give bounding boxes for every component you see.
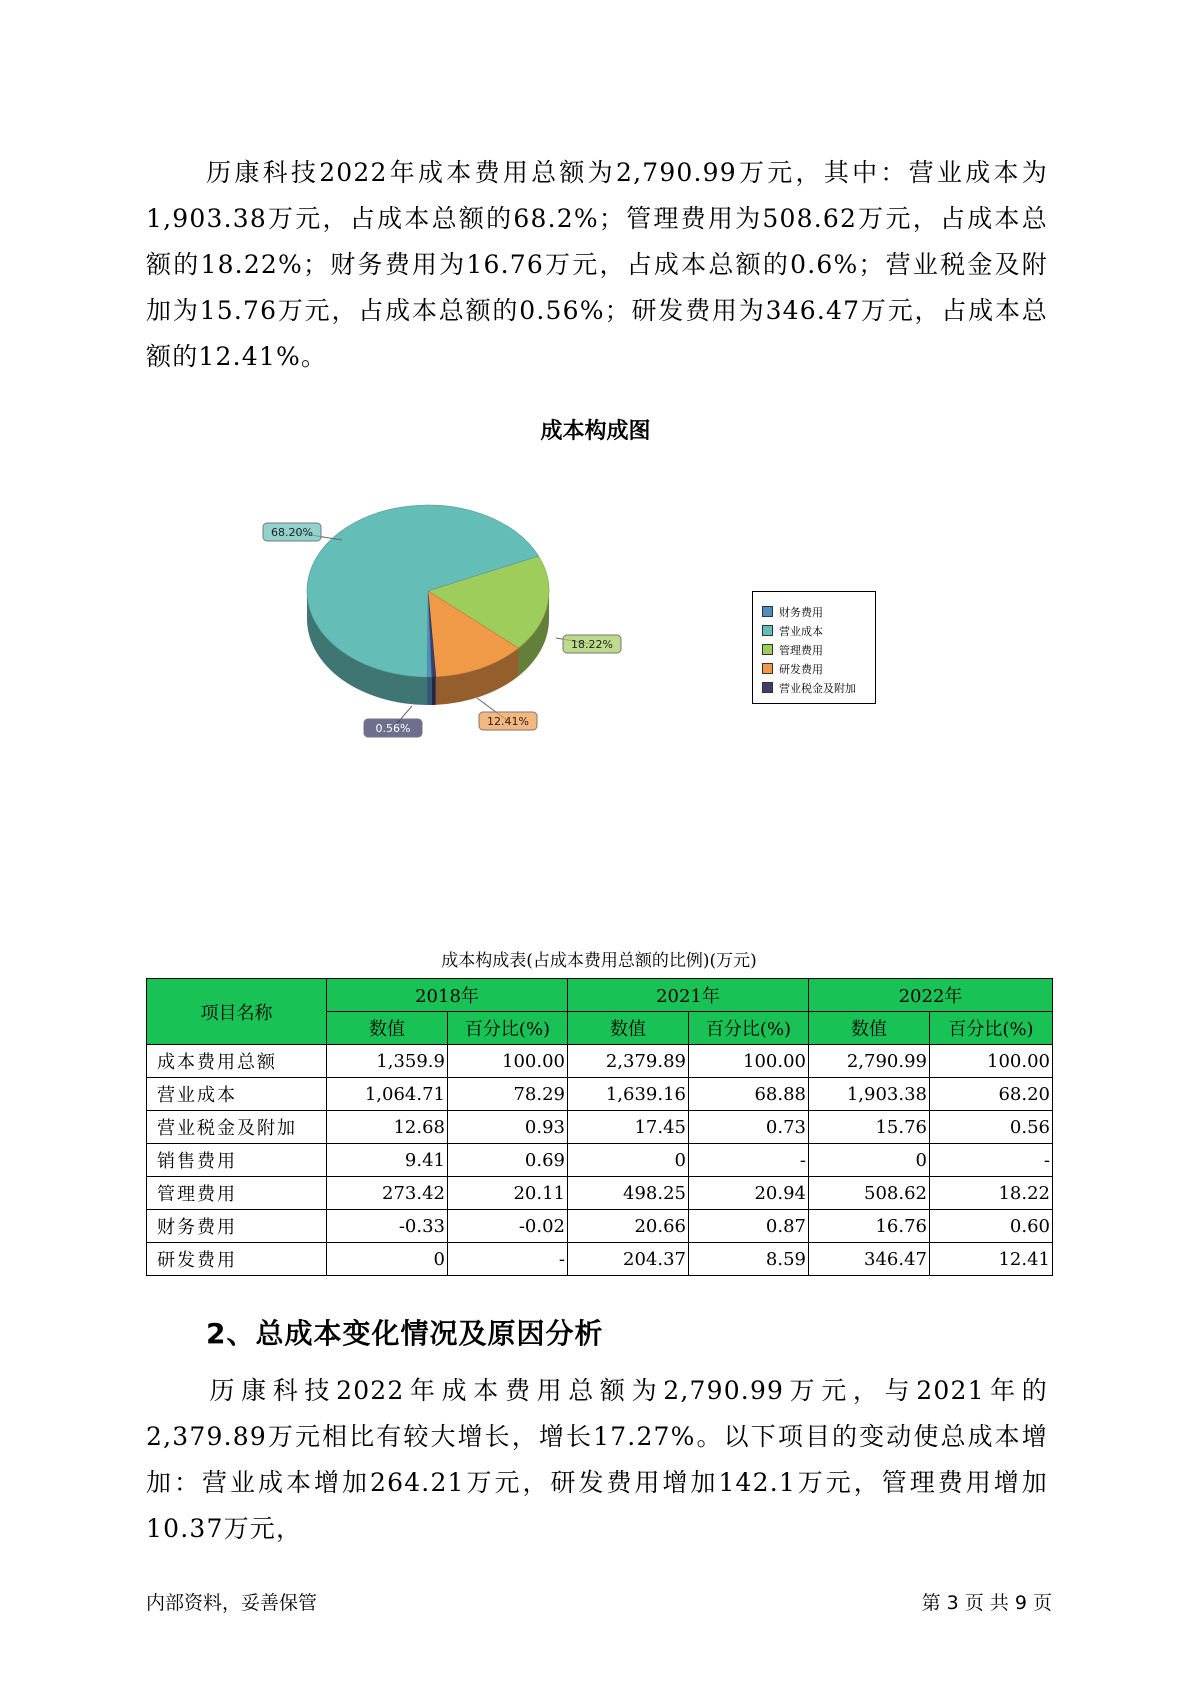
legend-label: 营业成本	[779, 624, 823, 638]
pie-data-label: 12.41%	[487, 715, 529, 728]
table-row	[147, 1210, 1053, 1243]
legend-item	[762, 621, 875, 640]
header-year-2021: 2021年	[568, 979, 809, 1012]
table-row	[147, 1111, 1053, 1144]
footer-confidential: 内部资料，妥善保管	[146, 1592, 318, 1614]
value-cell: 1,903.38	[809, 1078, 930, 1111]
percent-cell: 18.22	[930, 1177, 1053, 1210]
header-percent: 百分比(%)	[448, 1012, 568, 1045]
chart-title: 成本构成图	[540, 419, 651, 444]
table-row	[147, 1078, 1053, 1111]
value-cell: 12.68	[327, 1111, 448, 1144]
value-cell: 2,379.89	[568, 1045, 689, 1078]
row-label: 营业税金及附加	[147, 1111, 327, 1144]
percent-cell: 100.00	[930, 1045, 1053, 1078]
percent-cell: -	[448, 1243, 568, 1276]
value-cell: 17.45	[568, 1111, 689, 1144]
value-cell: 16.76	[809, 1210, 930, 1243]
header-percent: 百分比(%)	[930, 1012, 1053, 1045]
value-cell: 2,790.99	[809, 1045, 930, 1078]
intro-paragraph: 历康科技2022年成本费用总额为2,790.99万元，其中：营业成本为1,903.38万元，占成本总额的68.2%；管理费用为508.62万元，占成本总额的18.22%；财务费用为16.76万元，占成本总额的0.6%；营业税金及附加为15.76万元，占成本总额的0.56%；研发费用为346.47万元，占成本总额的12.41%。	[146, 158, 1048, 371]
value-cell: 0	[568, 1144, 689, 1177]
percent-cell: 0.56	[930, 1111, 1053, 1144]
percent-cell: 100.00	[689, 1045, 809, 1078]
pie-data-label: 68.20%	[271, 526, 313, 539]
legend-swatch	[762, 606, 773, 617]
percent-cell: 0.69	[448, 1144, 568, 1177]
header-value: 数值	[327, 1012, 448, 1045]
percent-cell: 20.94	[689, 1177, 809, 1210]
legend-label: 营业税金及附加	[779, 681, 856, 695]
value-cell: 20.66	[568, 1210, 689, 1243]
legend-swatch	[762, 625, 773, 636]
value-cell: 0	[809, 1144, 930, 1177]
legend-item	[762, 659, 875, 678]
legend-label: 财务费用	[779, 605, 823, 619]
value-cell: 508.62	[809, 1177, 930, 1210]
percent-cell: -	[689, 1144, 809, 1177]
value-cell: 273.42	[327, 1177, 448, 1210]
section-heading: 2、总成本变化情况及原因分析	[206, 1317, 604, 1350]
header-year-2022: 2022年	[809, 979, 1053, 1012]
legend-swatch	[762, 663, 773, 674]
footer-page-number: 第 3 页 共 9 页	[921, 1592, 1052, 1614]
value-cell: 9.41	[327, 1144, 448, 1177]
percent-cell: 100.00	[448, 1045, 568, 1078]
table-row	[147, 1243, 1053, 1276]
header-value: 数值	[809, 1012, 930, 1045]
percent-cell: 0.60	[930, 1210, 1053, 1243]
analysis-paragraph: 历康科技2022年成本费用总额为2,790.99万元，与2021年的2,379.89万元相比有较大增长，增长17.27%。以下项目的变动使总成本增加：营业成本增加264.21万元，研发费用增加142.1万元，管理费用增加10.37万元，	[146, 1376, 1048, 1543]
row-label: 销售费用	[147, 1144, 327, 1177]
percent-cell: -	[930, 1144, 1053, 1177]
legend-item	[762, 678, 875, 697]
table-row	[147, 1177, 1053, 1210]
value-cell: 1,359.9	[327, 1045, 448, 1078]
percent-cell: -0.02	[448, 1210, 568, 1243]
row-label: 财务费用	[147, 1210, 327, 1243]
pie-data-label: 0.56%	[375, 722, 411, 735]
pie-side-wall	[432, 677, 436, 705]
table-row	[147, 1144, 1053, 1177]
header-value: 数值	[568, 1012, 689, 1045]
pie-side-wall	[427, 677, 432, 705]
value-cell: 1,639.16	[568, 1078, 689, 1111]
legend-item	[762, 602, 875, 621]
header-item-name: 项目名称	[147, 979, 327, 1045]
value-cell: 15.76	[809, 1111, 930, 1144]
value-cell: -0.33	[327, 1210, 448, 1243]
cost-structure-table	[146, 978, 1053, 1276]
table-row	[147, 1045, 1053, 1078]
percent-cell: 68.20	[930, 1078, 1053, 1111]
value-cell: 0	[327, 1243, 448, 1276]
percent-cell: 68.88	[689, 1078, 809, 1111]
value-cell: 204.37	[568, 1243, 689, 1276]
header-year-2018: 2018年	[327, 979, 568, 1012]
header-percent: 百分比(%)	[689, 1012, 809, 1045]
row-label: 营业成本	[147, 1078, 327, 1111]
legend-label: 管理费用	[779, 643, 823, 657]
percent-cell: 8.59	[689, 1243, 809, 1276]
pie-data-label: 18.22%	[571, 638, 613, 651]
table-caption: 成本构成表(占成本费用总额的比例)(万元)	[441, 951, 757, 971]
row-label: 管理费用	[147, 1177, 327, 1210]
row-label: 成本费用总额	[147, 1045, 327, 1078]
legend-item	[762, 640, 875, 659]
value-cell: 346.47	[809, 1243, 930, 1276]
legend-swatch	[762, 682, 773, 693]
percent-cell: 0.87	[689, 1210, 809, 1243]
row-label: 研发费用	[147, 1243, 327, 1276]
value-cell: 498.25	[568, 1177, 689, 1210]
percent-cell: 12.41	[930, 1243, 1053, 1276]
pie-chart	[0, 0, 1191, 760]
legend-swatch	[762, 644, 773, 655]
legend-label: 研发费用	[779, 662, 823, 676]
percent-cell: 78.29	[448, 1078, 568, 1111]
percent-cell: 0.93	[448, 1111, 568, 1144]
value-cell: 1,064.71	[327, 1078, 448, 1111]
percent-cell: 0.73	[689, 1111, 809, 1144]
percent-cell: 20.11	[448, 1177, 568, 1210]
chart-legend	[752, 591, 876, 704]
